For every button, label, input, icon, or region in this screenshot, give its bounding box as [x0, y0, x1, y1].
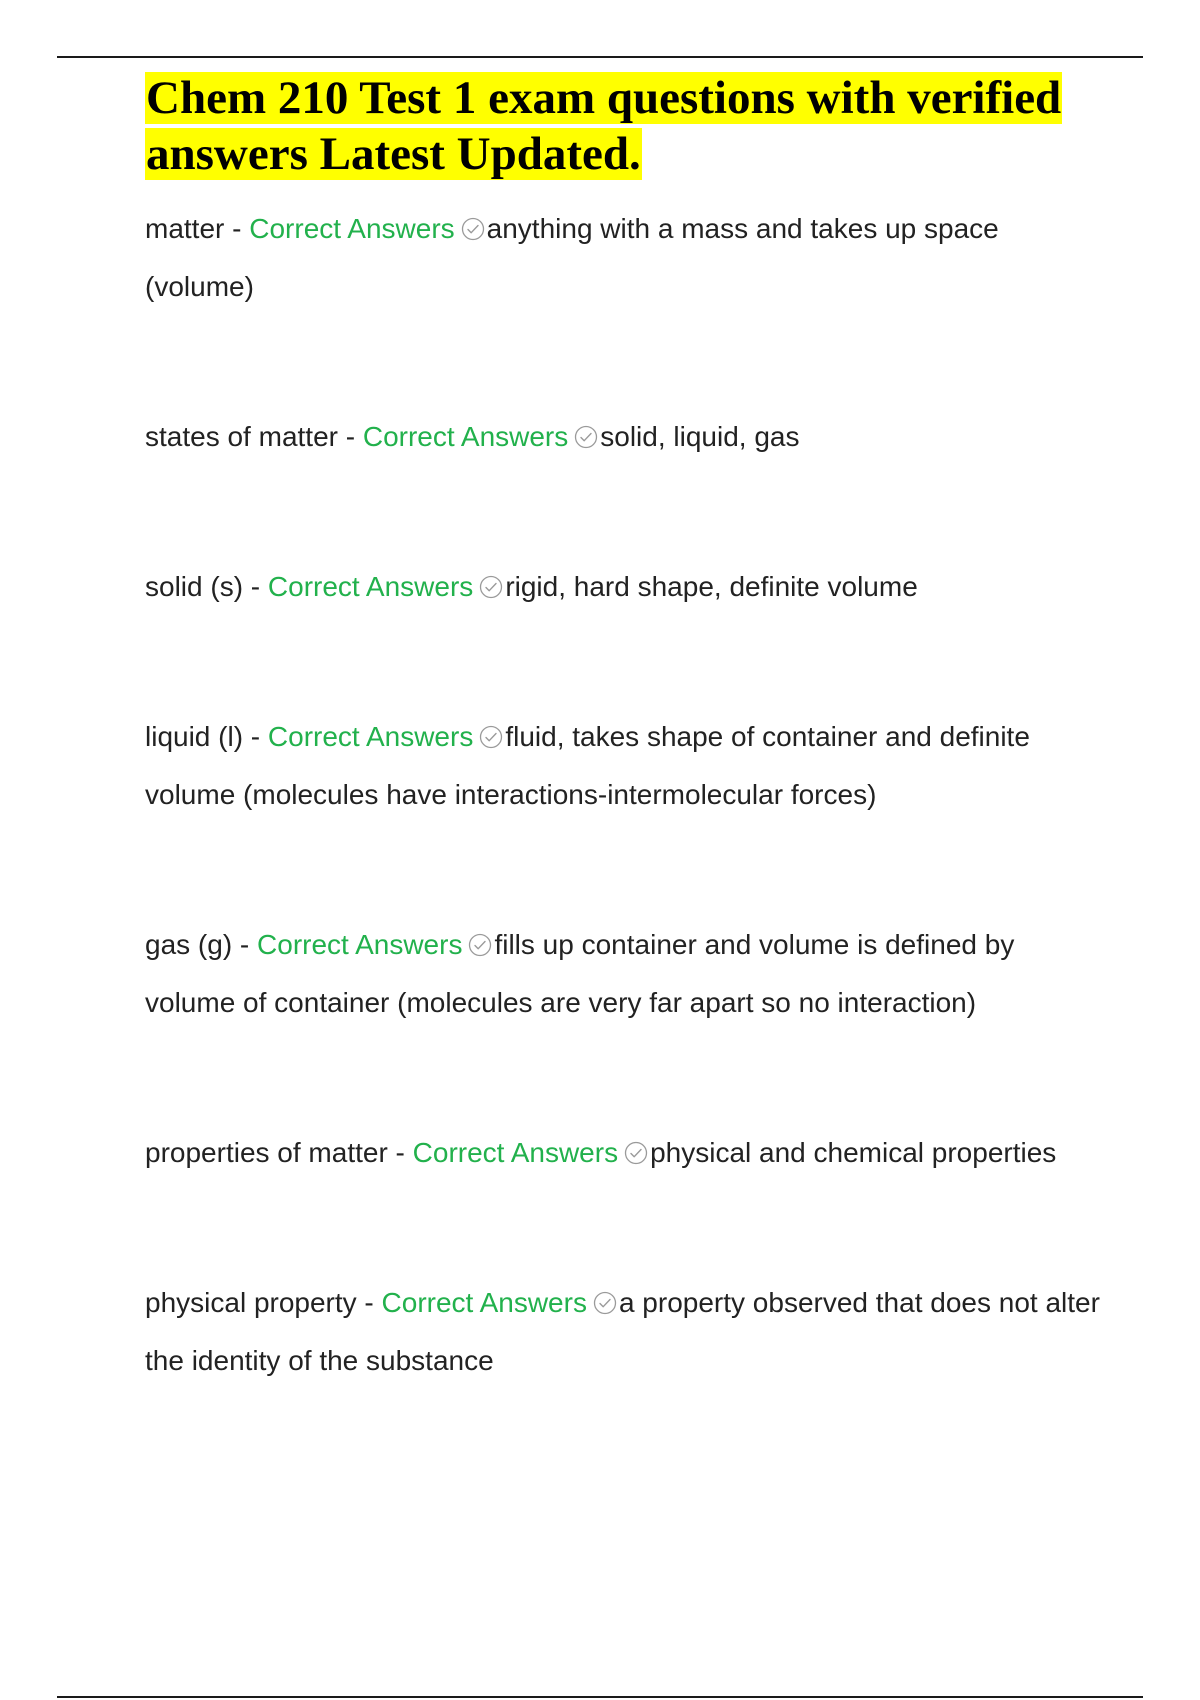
answer-text: a property observed that does not alter the identity of the substance: [145, 1287, 1100, 1376]
check-circle-icon: [468, 933, 492, 957]
list-item: [145, 558, 1105, 616]
term: gas (g): [145, 929, 233, 960]
top-rule: [57, 56, 1143, 58]
check-circle-icon: [479, 725, 503, 749]
term: physical property: [145, 1287, 357, 1318]
answer-text: fluid, takes shape of container and definite volume (molecules have interactions-intermolecular forces): [145, 721, 1030, 810]
correct-answers-label: Correct Answers: [267, 721, 474, 752]
correct-answers-label: Correct Answers: [267, 571, 474, 602]
list-item: [145, 1124, 1105, 1182]
answer-text: fills up container and volume is defined by volume of container (molecules are very far apart so no interaction): [145, 929, 1015, 1018]
title-highlight: Chem 210 Test 1 exam questions with verified answers Latest Updated.: [146, 72, 1062, 180]
term: properties of matter: [145, 1137, 388, 1168]
qa-list: [145, 200, 1105, 1390]
correct-answers-label: Correct Answers: [362, 421, 569, 452]
check-circle-icon: [479, 575, 503, 599]
separator: -: [243, 571, 268, 602]
list-item: [145, 916, 1105, 1032]
check-circle-icon: [624, 1141, 648, 1165]
bottom-rule: [57, 1696, 1143, 1698]
separator: -: [356, 1287, 382, 1318]
check-circle-icon: [574, 425, 598, 449]
term: states of matter: [145, 421, 338, 452]
page-content: [145, 70, 1105, 1390]
answer-text: solid, liquid, gas: [600, 421, 800, 452]
answer-text: anything with a mass and takes up space (volume): [145, 213, 999, 302]
separator: -: [224, 213, 250, 244]
separator: -: [243, 721, 268, 752]
list-item: [145, 1274, 1105, 1390]
term: liquid (l): [145, 721, 244, 752]
answer-text: rigid, hard shape, definite volume: [505, 571, 918, 602]
correct-answers-label: Correct Answers: [257, 929, 463, 960]
correct-answers-label: Correct Answers: [381, 1287, 587, 1318]
document-title: [145, 70, 1105, 182]
check-circle-icon: [461, 217, 485, 241]
term: solid (s): [145, 571, 244, 602]
correct-answers-label: Correct Answers: [249, 213, 455, 244]
separator: -: [337, 421, 363, 452]
answer-text: physical and chemical properties: [650, 1137, 1057, 1168]
list-item: [145, 408, 1105, 466]
separator: -: [232, 929, 258, 960]
list-item: [145, 200, 1105, 316]
check-circle-icon: [593, 1291, 617, 1315]
correct-answers-label: Correct Answers: [412, 1137, 619, 1168]
separator: -: [387, 1137, 413, 1168]
list-item: [145, 708, 1105, 824]
term: matter: [145, 213, 225, 244]
